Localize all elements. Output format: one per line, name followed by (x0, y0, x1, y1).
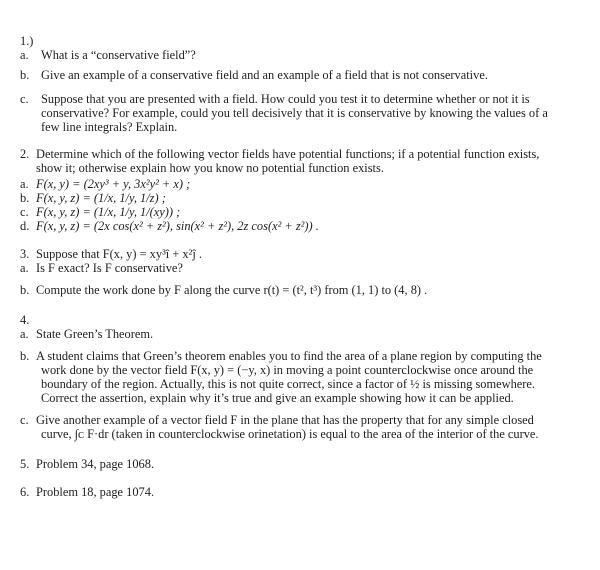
problem-1c-line-1: Suppose that you are presented with a field. How could you test it to determine whether or not it is (41, 92, 530, 106)
problem-4b-line-3: boundary of the region. Actually, this is not quite correct, since a factor of ½ is missing somewhere. (41, 377, 536, 391)
problem-2a-label: a. (20, 177, 29, 191)
problem-5-number: 5. (20, 457, 30, 471)
problem-4-number: 4. (20, 313, 30, 327)
problem-1a-label: a. (20, 48, 29, 62)
problem-6-text: Problem 18, page 1074. (36, 485, 155, 499)
problem-1b-label: b. (20, 68, 30, 82)
problem-3b-text: Compute the work done by F along the curve r(t) = (t², t³) from (1, 1) to (4, 8) . (36, 283, 428, 297)
problem-3-intro: Suppose that F(x, y) = xy³î + x²ĵ . (36, 247, 202, 261)
problem-1a-text: What is a “conservative field”? (41, 48, 196, 62)
problem-3a-label: a. (20, 261, 29, 275)
problem-4c-label: c. (20, 413, 29, 427)
problem-2d-label: d. (20, 219, 30, 233)
problem-4c-line-1: Give another example of a vector field F in the plane that has the property that for any simple closed (36, 413, 534, 427)
problem-2c-formula: F(x, y, z) = (1/x, 1/y, 1/(xy)) ; (36, 205, 181, 219)
problem-4b-line-1: A student claims that Green’s theorem enables you to find the area of a plane region by computing the (36, 349, 542, 363)
problem-2a-formula: F(x, y) = (2xy³ + y, 3x²y² + x) ; (36, 177, 191, 191)
problem-3b-label: b. (20, 283, 30, 297)
problem-4b-line-2: work done by the vector field F(x, y) = (−y, x) in moving a point counterclockwise once around the (41, 363, 534, 377)
problem-3a-text: Is F exact? Is F conservative? (36, 261, 183, 275)
problem-4c-line-2: curve, ∫ᴄ F·dr (taken in counterclockwise orinetation) is equal to the area of the interior of the curve. (41, 427, 539, 441)
problem-2-intro-line-1: Determine which of the following vector fields have potential functions; if a potential function exists, (36, 147, 540, 161)
problem-1c-line-3: few line integrals? Explain. (41, 120, 178, 134)
problem-5-text: Problem 34, page 1068. (36, 457, 155, 471)
problem-3-number: 3. (20, 247, 30, 261)
problem-1c-line-2: conservative? For example, could you tell decisively that it is conservative by knowing the values of a (41, 106, 548, 120)
problem-1c-label: c. (20, 92, 29, 106)
problem-2d-formula: F(x, y, z) = (2x cos(x² + z²), sin(x² + z²), 2z cos(x² + z²)) . (36, 219, 319, 233)
problem-1b-text: Give an example of a conservative field and an example of a field that is not conservative. (41, 68, 488, 82)
problem-2-intro-line-2: show it; otherwise explain how you know no potential function exists. (36, 161, 384, 175)
problem-4a-label: a. (20, 327, 29, 341)
problem-2b-label: b. (20, 191, 30, 205)
problem-6-number: 6. (20, 485, 30, 499)
problem-2c-label: c. (20, 205, 29, 219)
problem-2-number: 2. (20, 147, 30, 161)
problem-1-number: 1.) (20, 34, 34, 48)
problem-4b-line-4: Correct the assertion, explain why it’s true and give an example showing how it can be applied. (41, 391, 514, 405)
problem-4b-label: b. (20, 349, 30, 363)
problem-4a-text: State Green’s Theorem. (36, 327, 154, 341)
problem-2b-formula: F(x, y, z) = (1/x, 1/y, 1/z) ; (36, 191, 166, 205)
